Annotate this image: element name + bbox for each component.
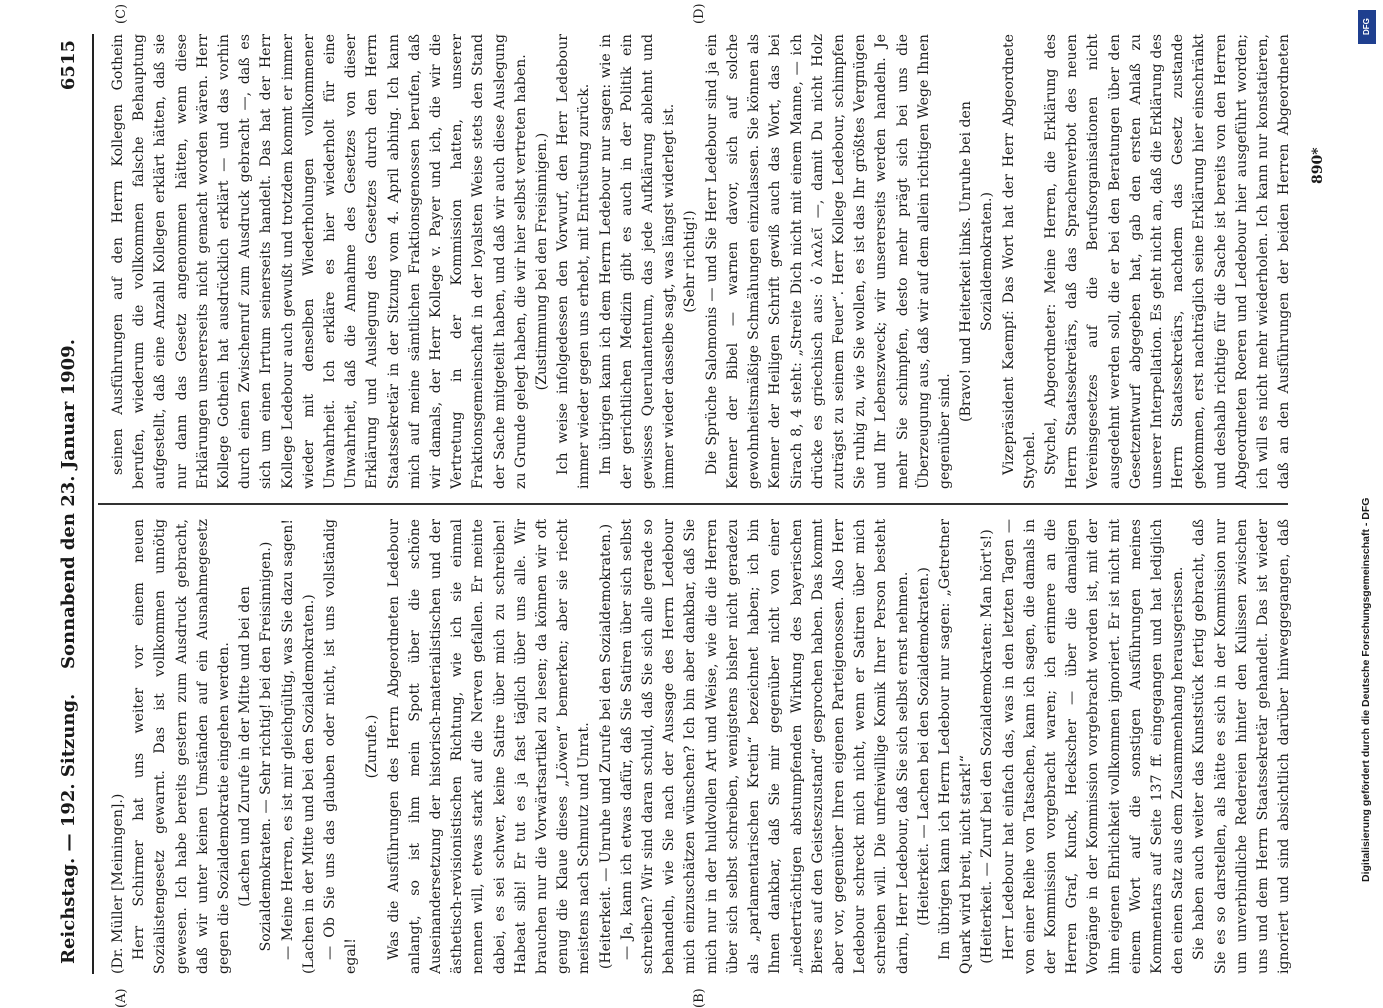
header-rule <box>92 34 94 974</box>
speech-paragraph: Sie haben auch weiter das Kunststück fertig gebracht, daß Sie es so darstellen, als hätte es sich in der Kommission nur um unverbindliche Redereien hinter den Kulissen zwischen uns und dem Herrn Staatssekretär gehandelt. Das ist wieder ignoriert und sind absichtlich darüber hinweggegangen, daß <box>1191 519 1293 974</box>
interjection-paragraph: (Zustimmung bei den Freisinnigen.) <box>534 132 551 391</box>
speech-paragraph: Stychel, Abgeordneter: Meine Herren, die Erklärung des Herrn Staatssekretärs, daß das Sprachenverbot des neuen Vereinsgesetzes auf die Berufsorganisationen nicht ausgedehnt werden soll, die er bei den Beratungen über den Gesetzentwurf abgegeben hat, gab den ersten Anlaß zu unserer Interpellation. Es geht nicht an, daß die Erklärung des Herrn Staatssekretärs, nachdem das Gesetz zustande gekommen, erst nachträglich seine Erklärung hier einschränkt und deshalb richtige für die Sache ist bereits von den Herren Abgeordneten Roeren und Ledebour hier ausgeführt worden; ich will es nicht mehr wiederholen. Ich kann nur konstatieren, daß an den Ausführungen der beiden Herren Abgeordneten <box>1042 34 1293 489</box>
right-text-column <box>108 34 1298 489</box>
page-number: 6515 <box>58 40 79 91</box>
speech-paragraph: Herr Schirmer hat uns weiter vor einem neuen Sozialistengesetz gewarnt. Das ist vollkommen unnötig gewesen. Ich habe bereits gestern zum Ausdruck gebracht, daß wir unter keinen Umständen auf ein Ausnahmegesetz gegen die Sozialdemokratie eingehen werden. <box>131 519 233 974</box>
speech-paragraph: Im übrigen kann ich dem Herrn Ledebour nur sagen: wie in der gerichtlichen Medizin gibt es auch in der Politik ein gewisses Querulantentum, das jede Aufklärung ablehnt und immer wieder dasselbe sagt, was längst widerlegt ist. <box>597 34 678 489</box>
interjection-paragraph: (Bravo! und Heiterkeit links. Unruhe bei den Sozialdemokraten.) <box>958 101 996 422</box>
interjection-paragraph: (Zurufe.) <box>364 714 381 779</box>
header-left-title: Reichstag. — 192. Sitzung. <box>58 693 79 964</box>
speech-paragraph: Ich weise infolgedessen den Vorwurf, den Herr Ledebour immer wieder gegen uns erhebt, mit Entrüstung zurück. <box>555 34 593 489</box>
dfg-logo-icon: DFG <box>1358 10 1376 44</box>
speech-paragraph: Die Sprüche Salomonis — und Sie Herr Ledebour sind ja ein Kenner der Bibel — warnen davor, sich auf solche gewohnheitsmäßige Schmähungen einzulassen. Sie können als Kenner der Heiligen Schrift gewiß auch das Wort, das bei Sirach 8, 4 steht: „Streite Dich nicht mit einem Manne, — ich drücke es griechisch aus: ὁ λαλεῖ —, damit Du nicht Holz zuträgst zu seinem Feuer“. Herr Kollege Ledebour, schimpfen Sie ruhig zu, wie Sie wollen, es ist das Ihr größtes Vergnügen und Ihr Lebenszweck; wir unsererseits werden handeln. Je mehr Sie schimpfen, desto mehr prägt sich bei uns die Überzeugung aus, daß wir auf dem allein richtigen Wege Ihnen gegenüber sind. <box>703 34 953 489</box>
speech-paragraph: Im übrigen kann ich Herrn Ledebour nur sagen: „Getretner Quark wird breit, nicht stark!“ <box>936 519 975 974</box>
interjection-paragraph: (Heiterkeit. — Zuruf bei den Sozialdemokraten: Man hört's!) <box>979 529 996 964</box>
interjection-paragraph: (Lachen und Zurufe in der Mitte und bei den Sozialdemokraten. — Sehr richtig! bei den Freisinnigen.) <box>237 541 275 952</box>
column-divider <box>98 504 1288 506</box>
interjection-paragraph: (Sehr richtig!) <box>682 210 699 313</box>
margin-marker-d: (D) <box>692 3 707 24</box>
margin-marker-c: (C) <box>114 3 129 24</box>
speech-paragraph: (Dr. Müller [Meiningen].) <box>110 793 126 974</box>
speech-paragraph: Was die Ausführungen des Herrn Abgeordneten Ledebour anlangt, so ist ihm mein Spott über die schöne Auseinandersetzung der historisch-materialistischen und der ästhetisch-revisionistischen Richtung, wie ich sie einmal nennen will, etwas stark auf die Nerven gefallen. Er meinte dabei, es sei schwer, keine Satire über mich zu schreiben! Habeat sibi! Er tut es ja fast täglich über uns alle. Wir brauchen nur die Vorwärtsartikel zu lesen; da können wir oft genug die Klaue dieses „Löwen“ bemerken; aber sie riecht meistens nach Schmutz und Unrat. <box>385 519 593 974</box>
header-date: Sonnabend den 23. Januar 1909. <box>58 339 79 669</box>
interjection-paragraph: (Heiterkeit. — Unruhe und Zurufe bei den Sozialdemokraten.) <box>597 523 614 970</box>
speech-paragraph: Vizepräsident Kaempf: Das Wort hat der Herr Abgeordnete Stychel. <box>1000 34 1038 489</box>
speech-paragraph: — Ob Sie uns das glauben oder nicht, ist uns vollständig egal! <box>322 519 360 974</box>
digitization-credit-text: Digitalisierung gefördert durch die Deutsche Forschungsgemeinschaft - DFG <box>1360 497 1372 882</box>
speech-paragraph: — Ja, kann ich etwas dafür, daß Sie Satiren über sich selbst schreiben? Wir sind daran schuld, daß Sie sich alle gerade so behandeln, wie Sie nach der Aussage des Herrn Ledebour mich einzuschätzen wünschen? Ich bin aber dankbar, daß Sie mich nur in der huldvollen Art und Weise, wie die die Herren über sich selbst schreiben, wenigstens bisher nicht geradezu als „parlamentarischen Kretin“ bezeichnet haben; ich bin Ihnen dankbar, daß Sie mir gegenüber nicht von einer „niederträchtigen abstumpfenden Wirkung des bayerischen Bieres auf den Geisteszustand“ gesprochen haben. Das kommt aber vor, gegenüber Ihren eigenen Parteigenossen. Also Herr Ledebour schreckt mich nicht, wenn er Satiren über mich schreiben will. Die unfreiwillige Komik Ihrer Person besteht darin, Herr Ledebour, daß Sie sich selbst ernst nehmen. <box>618 519 911 974</box>
speech-paragraph: Herr Ledebour hat einfach das, was in den letzten Tagen — von einer Reihe von Tatsachen, kann ich sagen, die damals in der Kommission vorgebracht waren; ich erinnere an die Herren Graf, Kunck, Heckscher — über die damaligen Vorgänge in der Kommission vorgebracht worden ist, mit der ihm eigenen Ehrlichkeit vollkommen ignoriert. Er ist nicht mit einem Wort auf die sonstigen Ausführungen meines Kommentars auf Seite 137 ff. eingegangen und hat lediglich den einen Satz aus dem Zusammenhang herausgerissen. <box>1000 519 1187 974</box>
margin-marker-a: (A) <box>114 988 129 1008</box>
page-header <box>52 34 90 974</box>
speech-paragraph: — Meine Herren, es ist mir gleichgültig, was Sie dazu sagen! (Lachen in der Mitte und bei den Sozialdemokraten.) <box>279 519 317 974</box>
rotated-newspaper-page <box>52 3 1342 1008</box>
margin-marker-b: (B) <box>692 988 707 1008</box>
left-text-column <box>108 519 1298 974</box>
digitization-credit <box>1358 10 1382 890</box>
speech-paragraph: seinen Ausführungen auf den Herrn Kollegen Gothein berufen, wiederum die vollkommen falsche Behauptung aufgestellt, daß eine Anzahl Kollegen erklärt hätten, daß sie nur dann das Gesetz angenommen hätten, wenn diese Erklärungen unsererseits nicht gemacht worden wären. Herr Kollege Gothein hat ausdrücklich erklärt — und das vorhin durch einen Zwischenruf zum Ausdruck gebracht —, daß es sich um einen Irrtum seinerseits handelt. Das hat der Herr Kollege Ledebour auch gewußt und trotzdem kommt er immer wieder mit denselben Wiederholungen vollkommener Unwahrheit. Ich erkläre es hier wiederholt für eine Unwahrheit, daß die Annahme des Gesetzes von dieser Erklärung und Auslegung des Gesetzes durch den Herrn Staatssekretär in der Sitzung vom 4. April abhing. Ich kann mich auf meine sämtlichen Fraktionsgenossen berufen, daß wir damals, der Herr Kollege v. Payer und ich, die wir die Vertretung in der Kommission hatten, unserer Fraktionsgemeinschaft in der loyalsten Weise stets den Stand der Sache mitgeteilt haben, und daß wir auch diese Auslegung zu Grunde gelegt haben, die wir hier selbst vertreten haben. <box>110 34 529 489</box>
interjection-paragraph: (Heiterkeit. — Lachen bei den Sozialdemokraten.) <box>915 567 932 926</box>
signature-mark: 890* <box>1310 147 1326 184</box>
